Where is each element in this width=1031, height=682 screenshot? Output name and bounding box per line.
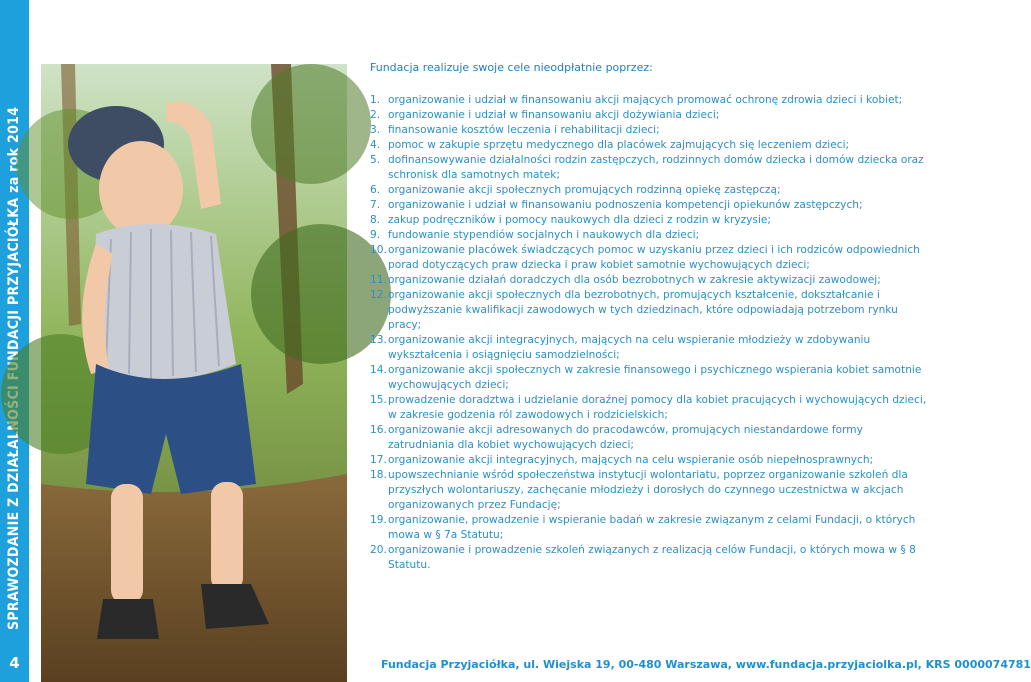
item-number: 7.	[370, 199, 381, 211]
item-text: organizowanie placówek świadczących pomoc w uzyskaniu przez dzieci i ich rodziców odpowiednich porad dotyczących praw dziecka i praw kobiet samotnie wychowujących dzieci;	[388, 244, 920, 271]
item-text: organizowanie, prowadzenie i wspieranie badań w zakresie związanym z celami Fundacji, o których mowa w § 7a Statutu;	[388, 514, 916, 541]
list-item	[370, 423, 930, 453]
footer-address: Fundacja Przyjaciółka, ul. Wiejska 19, 00-480 Warszawa, www.fundacja.przyjaciolka.pl, KRS 0000074781	[381, 658, 1031, 671]
item-text: zakup podręczników i pomocy naukowych dla dzieci z rodzin w kryzysie;	[388, 214, 771, 226]
list-item	[370, 243, 930, 273]
item-number: 10.	[370, 244, 387, 256]
item-text: organizowanie akcji społecznych dla bezrobotnych, promujących kształcenie, dokształcanie i podwyższanie kwalifikacji zawodowych w tych dziedzinach, które odpowiadają potrzebom rynku pracy;	[388, 289, 898, 331]
sidebar-band	[0, 0, 29, 682]
item-text: organizowanie akcji integracyjnych, mających na celu wspieranie młodzieży w zdobywaniu wykształcenia i osiągnięciu samodzielności;	[388, 334, 871, 361]
page-number: 4	[9, 654, 20, 672]
item-text: organizowanie działań doradczych dla osób bezrobotnych w zakresie aktywizacji zawodowej;	[388, 274, 881, 286]
list-item	[370, 213, 930, 228]
item-text: fundowanie stypendiów socjalnych i naukowych dla dzieci;	[388, 229, 700, 241]
list-item	[370, 153, 930, 183]
item-text: organizowanie akcji adresowanych do pracodawców, promujących niestandardowe formy zatrudniania dla kobiet wychowujących dzieci;	[388, 424, 863, 451]
item-text: finansowanie kosztów leczenia i rehabilitacji dzieci;	[388, 124, 660, 136]
item-number: 15.	[370, 394, 387, 406]
item-number: 4.	[370, 139, 381, 151]
item-text: organizowanie akcji integracyjnych, mających na celu wspieranie osób niepełnosprawnych;	[388, 454, 874, 466]
item-number: 19.	[370, 514, 387, 526]
child-photo	[41, 64, 347, 682]
list-item	[370, 453, 930, 468]
item-text: organizowanie i udział w finansowaniu podnoszenia kompetencji opiekunów zastępczych;	[388, 199, 863, 211]
list-item	[370, 273, 930, 288]
item-text: organizowanie akcji społecznych w zakresie finansowego i psychicznego wspierania kobiet samotnie wychowujących dzieci;	[388, 364, 922, 391]
item-text: organizowanie i udział w finansowaniu akcji mających promować ochronę zdrowia dzieci i kobiet;	[388, 94, 903, 106]
list-item	[370, 123, 930, 138]
item-number: 16.	[370, 424, 387, 436]
item-number: 9.	[370, 229, 381, 241]
item-text: dofinansowywanie działalności rodzin zastępczych, rodzinnych domów dziecka i domów dziecka oraz schronisk dla samotnych matek;	[388, 154, 924, 181]
list-item	[370, 138, 930, 153]
item-text: prowadzenie doradztwa i udzielanie doraźnej pomocy dla kobiet pracujących i wychowujących dzieci, w zakresie godzenia ról zawodowych i rodzicielskich;	[388, 394, 927, 421]
item-number: 18.	[370, 469, 387, 481]
sidebar-title-wrap	[0, 0, 29, 640]
list-item	[370, 228, 930, 243]
intro-text: Fundacja realizuje swoje cele nieodpłatnie poprzez:	[370, 61, 653, 74]
item-text: upowszechnianie wśród społeczeństwa instytucji wolontariatu, poprzez organizowanie szkoleń dla przyszłych wolontariuszy, zachęcanie młodzieży i dorosłych do czynnego uczestnictwa w akcjach organizowanych przez Fundację;	[388, 469, 908, 511]
item-text: organizowanie i udział w finansowaniu akcji dożywiania dzieci;	[388, 109, 720, 121]
item-number: 14.	[370, 364, 387, 376]
child-photo-illustration	[41, 64, 347, 682]
item-number: 5.	[370, 154, 381, 166]
item-number: 2.	[370, 109, 381, 121]
item-text: organizowanie akcji społecznych promujących rodzinną opiekę zastępczą;	[388, 184, 781, 196]
list-item	[370, 543, 930, 573]
item-number: 17.	[370, 454, 387, 466]
item-number: 13.	[370, 334, 387, 346]
list-item	[370, 198, 930, 213]
item-number: 1.	[370, 94, 381, 106]
list-item	[370, 93, 930, 108]
item-number: 6.	[370, 184, 381, 196]
list-item	[370, 513, 930, 543]
list-item	[370, 468, 930, 513]
item-number: 11.	[370, 274, 387, 286]
item-text: organizowanie i prowadzenie szkoleń związanych z realizacją celów Fundacji, o których mowa w § 8 Statutu.	[388, 544, 916, 571]
list-item	[370, 363, 930, 393]
list-item	[370, 183, 930, 198]
item-text: pomoc w zakupie sprzętu medycznego dla placówek zajmujących się leczeniem dzieci;	[388, 139, 850, 151]
item-number: 12.	[370, 289, 387, 301]
goals-list	[370, 93, 930, 573]
list-item	[370, 108, 930, 123]
item-number: 3.	[370, 124, 381, 136]
item-number: 8.	[370, 214, 381, 226]
list-item	[370, 288, 930, 333]
list-item	[370, 393, 930, 423]
item-number: 20.	[370, 544, 387, 556]
list-item	[370, 333, 930, 363]
content-area	[370, 61, 930, 573]
